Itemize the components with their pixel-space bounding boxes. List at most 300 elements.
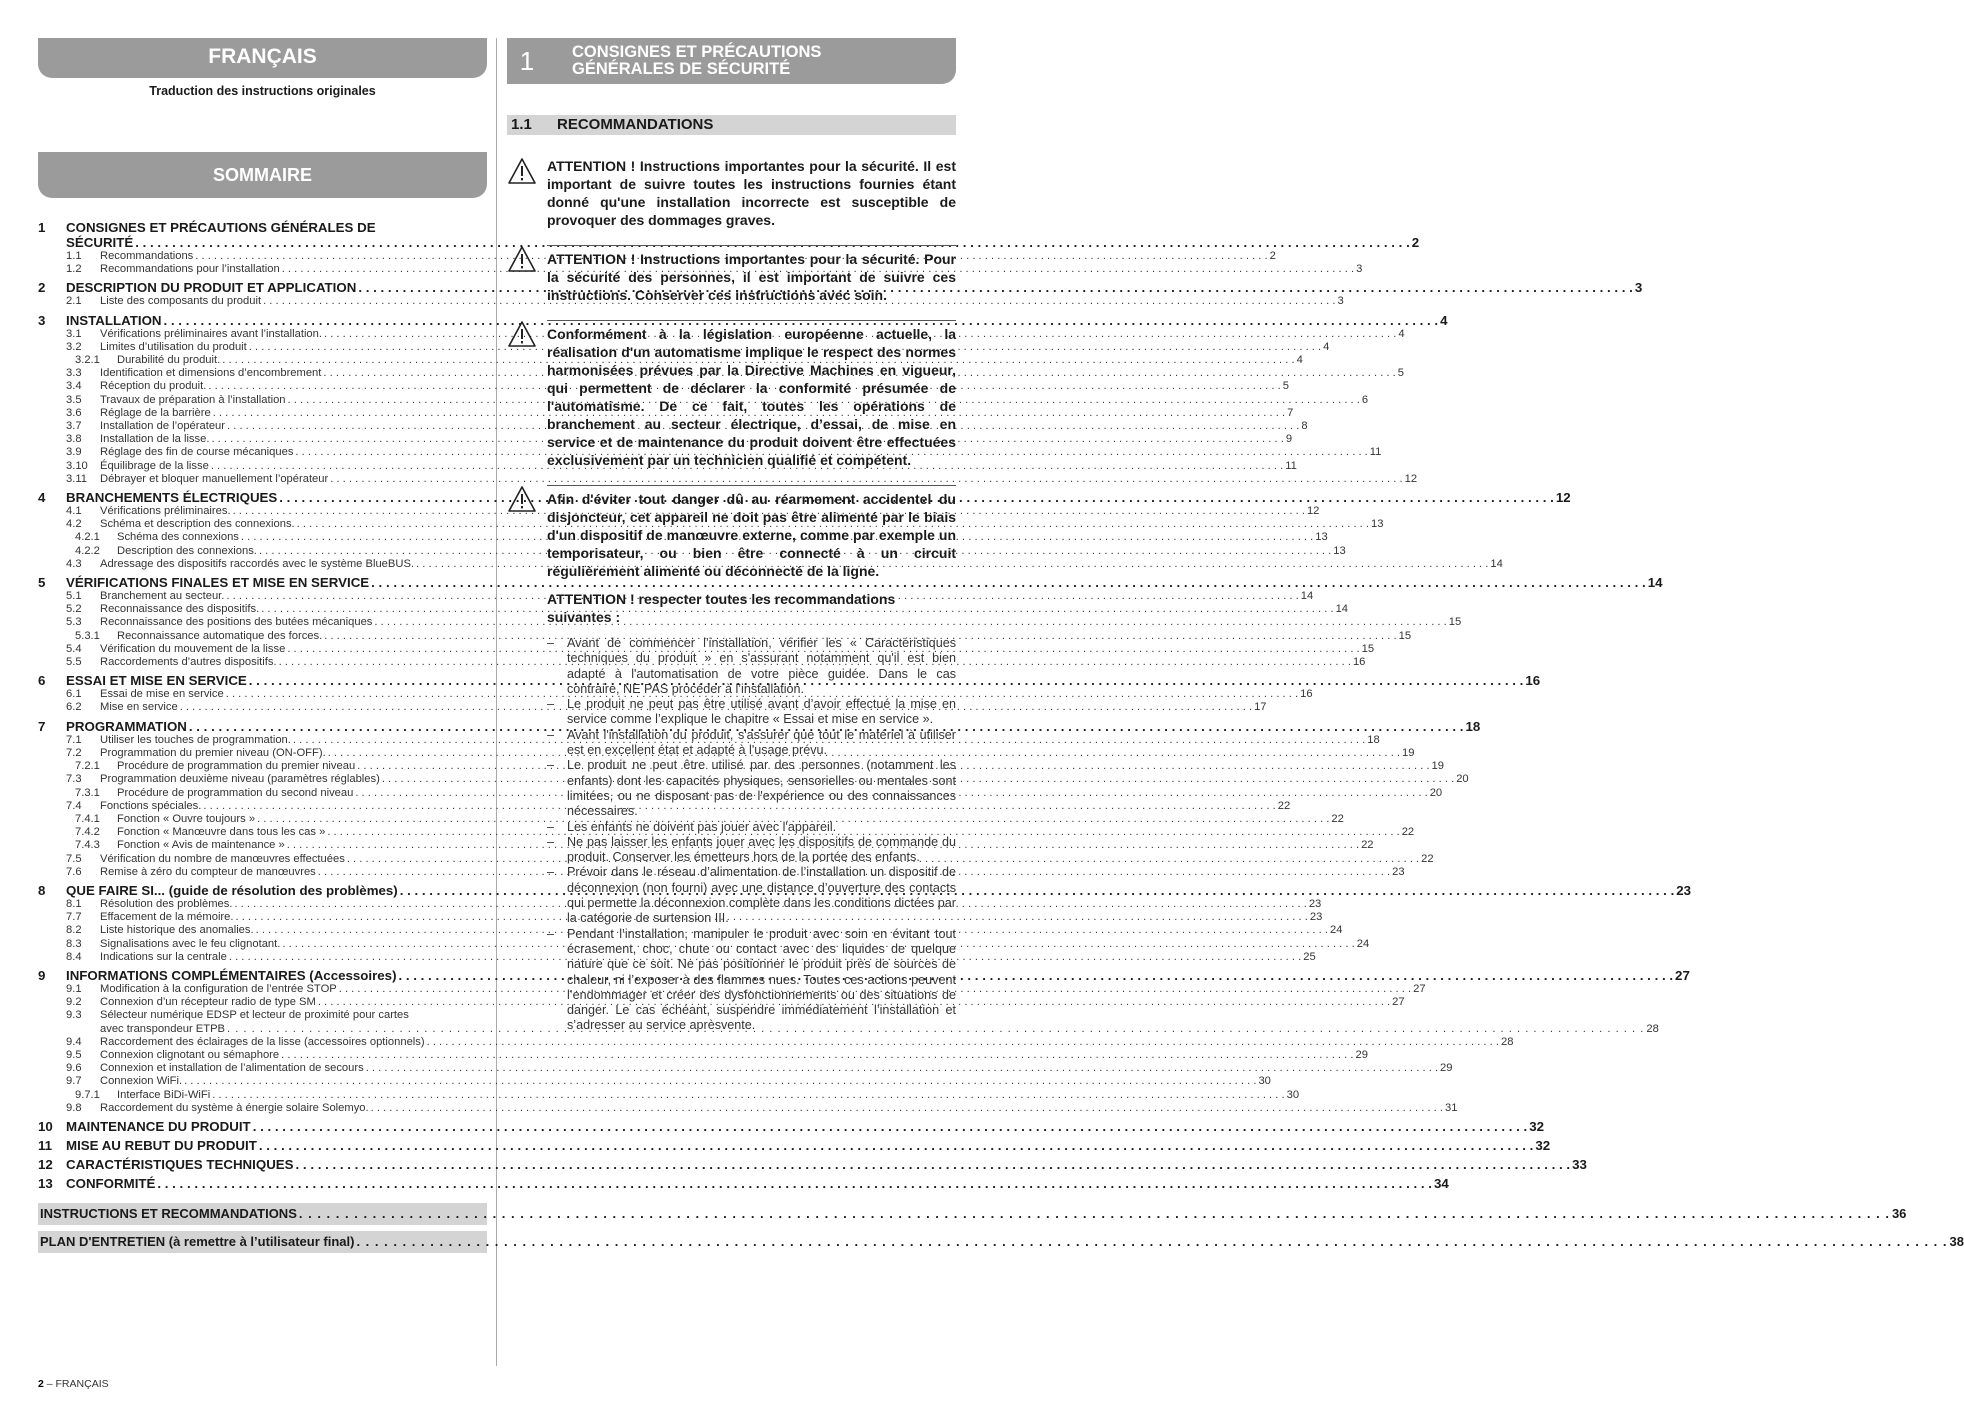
page-ref: 12: [1404, 472, 1418, 485]
toc-chapter-title: [66, 1119, 1544, 1134]
page-ref: 36: [1891, 1205, 1907, 1221]
toc-subsection-body: [100, 616, 1462, 629]
page-ref: 16: [1300, 688, 1313, 701]
page-ref: 8: [1301, 420, 1308, 433]
page-ref: 27: [1675, 967, 1690, 983]
toc-subsection-number: 7.4.1: [75, 812, 100, 825]
toc-subsection-text: Réception du produit.: [100, 380, 207, 393]
toc-subsection-text: Procédure de programmation du premier niveau: [117, 760, 356, 773]
toc-subsection-text: Connexion WiFi.: [100, 1075, 183, 1088]
toc-subsection-body: [100, 327, 1405, 341]
toc-subsection-number: 7.3.1: [75, 786, 100, 799]
page-ref: 19: [1431, 760, 1444, 773]
toc-subsection-number: 7.6: [66, 865, 82, 878]
toc-subsection-entry[interactable]: [38, 629, 1412, 643]
chapter-title: [572, 44, 821, 78]
recommendation-item: – Pendant l’installation, manipuler le produit avec soin en évitant tout écrasement, choc, chute ou contact avec des liquides de quelque nature que ce soit. Ne pas positionner le produit près de sources de chaleur, ni l’exposer à des flammes nues. Toutes ces actions peuvent l’endommager et créer des dysfonctionnements ou des situations de danger. Le cas échéant, suspendre immédiatement l’installation et s’adresser au service aprèsvente.: [547, 927, 956, 1034]
dot-leader: [296, 1157, 1571, 1172]
toc-chapter-entry[interactable]: [38, 575, 1663, 591]
toc-subsection-body: [100, 656, 1366, 669]
toc-chapter: [38, 1137, 1551, 1153]
warning-triangle-icon: [507, 320, 547, 469]
toc-subsection-body: [100, 295, 1344, 308]
toc-subsection-text: Résolution des problèmes.: [100, 897, 233, 910]
toc-subsection-body: [100, 472, 1418, 486]
toc-chapter-entry[interactable]: [38, 1175, 1449, 1191]
page-ref: 4: [1296, 354, 1303, 367]
toc-subsection-number: 5.3.1: [75, 629, 100, 642]
toc-subsection-body: [117, 629, 1412, 643]
toc-appendix-entry[interactable]: [38, 1231, 1964, 1253]
toc-subsection-text: Effacement de la mémoire.: [100, 911, 234, 924]
toc-subsection-entry[interactable]: [38, 760, 1444, 773]
toc-chapter-entry[interactable]: [38, 220, 1420, 250]
toc-subsection-entry[interactable]: [38, 656, 1366, 669]
toc-subsection-body: [100, 688, 1313, 701]
toc-subsection-text: Fonction « Ouvre toujours »: [117, 812, 256, 825]
toc-subsection-number: 8.1: [66, 897, 82, 910]
toc-subsection-entry[interactable]: [38, 1048, 1368, 1062]
toc-subsection-text: Connexion clignotant ou sémaphore: [100, 1048, 280, 1061]
toc-subsection-entry[interactable]: [38, 531, 1328, 544]
page-ref: 32: [1535, 1137, 1551, 1153]
page-ref: 24: [1356, 937, 1370, 950]
toc-subsection-text: Connexion et installation de l’alimentation de secours: [100, 1062, 364, 1075]
toc-subsection-text: Liste des composants du produit: [100, 295, 262, 308]
toc-subsection-number: 3.7: [66, 420, 82, 433]
toc-subsection-entry[interactable]: [38, 996, 1405, 1009]
toc-subsection-entry[interactable]: [38, 642, 1375, 656]
toc-subsection-text: Raccordement du système à énergie solaire Solemyo.: [100, 1101, 369, 1114]
toc-subsection-body: [100, 773, 1469, 786]
toc-subsection-entry[interactable]: [38, 799, 1291, 813]
toc-subsection-body: [100, 367, 1404, 380]
toc-subsection-text: Branchement au secteur.: [100, 590, 225, 603]
toc-subsection-body: [100, 590, 1314, 603]
toc-subsection-entry[interactable]: [38, 852, 1434, 866]
toc-subsection-number: 7.1: [66, 733, 82, 746]
recommendation-item: – Avant l'installation du produit, s'assurer que tout le matériel à utiliser est en excellent état et adapté à l'usage prévu.: [547, 728, 956, 759]
toc-subsection-entry[interactable]: [38, 250, 1276, 263]
page-ref: 34: [1433, 1175, 1449, 1191]
toc-subsection-body: [100, 1075, 1271, 1088]
toc-chapter-number: 7: [38, 718, 46, 734]
toc-chapter-number: 10: [38, 1118, 53, 1134]
page-ref: 17: [1254, 701, 1267, 714]
toc-subsection-text: Limites d’utilisation du produit: [100, 340, 247, 353]
toc-subsection-number: 3.10: [66, 459, 88, 472]
toc-subsection-text: Programmation du premier niveau (ON-OFF).: [100, 746, 326, 759]
toc-chapter-number: 3: [38, 312, 46, 328]
toc-chapter-number: 8: [38, 882, 46, 898]
page-ref: 18: [1367, 733, 1380, 746]
toc-subsection-number: 6.2: [66, 701, 82, 714]
toc-subsection-entry[interactable]: [38, 1101, 1458, 1115]
toc-subsection-entry[interactable]: [38, 544, 1346, 558]
toc-subsection-body: [100, 733, 1380, 747]
toc-subsection-text: Modification à la configuration de l’entrée STOP: [100, 982, 337, 995]
chapter-number: 1: [519, 45, 535, 76]
toc-subsection-number: 3.11: [66, 472, 87, 485]
toc-subsection-entry[interactable]: [38, 263, 1363, 276]
toc-subsection-body: [100, 518, 1384, 531]
toc-subsection-entry[interactable]: [38, 446, 1382, 459]
toc-subsection-body: [117, 812, 1344, 826]
page-ref: 3: [1356, 263, 1363, 276]
toc-subsection-body: [100, 950, 1316, 964]
toc-subsection-entry[interactable]: [38, 839, 1374, 852]
warning-text: Conformément à la législation européenne actuelle, la réalisation d'un automatisme implique le respect des normes harmonisées prévues par la Directive Machines en vigueur, qui permettent de déclarer la conformité présumée de l'automatisme. De ce fait, toutes les opérations de branchement au secteur électrique, d’essai, de mise en service et de maintenance du produit doivent être effectuées exclusivement par un technicien qualifié et compétent.: [547, 320, 956, 469]
toc-subsection-entry[interactable]: [38, 367, 1404, 380]
toc-subsection-body: [100, 446, 1382, 459]
toc-subsection-entry[interactable]: [38, 616, 1462, 629]
toc-subsection-line: [100, 1022, 1659, 1036]
toc-appendix-entry[interactable]: [38, 1203, 1907, 1225]
toc-subsection-entry[interactable]: [38, 786, 1443, 800]
toc-subsection-entry[interactable]: [38, 982, 1426, 996]
toc-subsection-number: 7.5: [66, 852, 82, 865]
toc-subsection-text: Indications sur la centrale: [100, 950, 227, 963]
warning-block: [507, 245, 956, 304]
toc-appendix-text: INSTRUCTIONS ET RECOMMANDATIONS: [40, 1205, 297, 1221]
page-ref: 11: [1369, 446, 1382, 459]
toc-chapter-entry[interactable]: [38, 882, 1692, 898]
toc-chapter-title-line: [66, 1157, 1587, 1172]
toc-subsection-entry[interactable]: [38, 1009, 1659, 1035]
toc-subsection-entry[interactable]: [38, 1075, 1271, 1088]
toc-subsection-body: [100, 701, 1267, 714]
toc-chapter-number: 1: [38, 220, 46, 235]
toc-subsection-text: Schéma des connexions: [117, 531, 239, 544]
page-ref: 32: [1529, 1118, 1545, 1134]
toc-subsection-entry[interactable]: [38, 865, 1405, 879]
toc-subsection-entry[interactable]: [38, 505, 1320, 518]
recommendation-item: – Prévoir dans le réseau d’alimentation de l’installation un dispositif de déconnexion (non fourni) avec une distance d’ouverture des contacts qui permette la déconnexion complète dans les conditions dictées par la catégorie de surtension III.: [547, 865, 956, 926]
toc-subsection-number: 5.2: [66, 603, 82, 616]
toc-subsection-entry[interactable]: [38, 327, 1405, 341]
toc-subsection-number: 3.3: [66, 367, 82, 380]
toc-chapter-entry[interactable]: [38, 1118, 1545, 1134]
toc-subsection-text: Réglage de la barrière: [100, 406, 211, 419]
page-ref: 14: [1335, 603, 1349, 616]
chapter-title-line-1: CONSIGNES ET PRÉCAUTIONS: [572, 43, 822, 61]
toc-subsection-text: Remise à zéro du compteur de manœuvres: [100, 865, 316, 878]
page-ref: 3: [1337, 295, 1344, 308]
page-ref: 7: [1287, 406, 1294, 419]
toc-chapter-title-text: ESSAI ET MISE EN SERVICE: [66, 673, 247, 689]
page-ref: 22: [1421, 852, 1434, 865]
toc-subsection-body: [100, 897, 1322, 911]
toc-subsection-body: [100, 393, 1369, 407]
toc-subsection-entry[interactable]: [38, 590, 1314, 603]
recommendation-item: – Le produit ne peut être utilisé par des personnes (notamment les enfants) dont les capacités physiques, sensorielles ou mentales sont limitées, ou ne disposant pas de l'expérience ou des connaissances nécessaires.: [547, 758, 956, 819]
dot-leader: [371, 1102, 1443, 1115]
toc-subsection-text: Description des connexions.: [117, 544, 257, 557]
toc-subsection-number: 9.4: [66, 1035, 82, 1048]
toc-chapter-number: 4: [38, 490, 46, 506]
toc-subsection-body: [100, 1048, 1368, 1062]
page-ref: 22: [1361, 839, 1374, 852]
toc-subsection-body: [100, 924, 1343, 937]
toc-subsection-entry[interactable]: [38, 812, 1344, 826]
toc-appendix-text: PLAN D'ENTRETIEN (à remettre à l’utilisateur final): [40, 1233, 355, 1249]
toc-subsection-number: 3.5: [66, 393, 82, 406]
toc-subsection-number: 7.2: [66, 746, 82, 759]
page-ref: 30: [1286, 1088, 1300, 1101]
toc-chapter-entry[interactable]: [38, 490, 1571, 506]
toc-subsection-number: 1.1: [66, 250, 82, 262]
toc-subsection-number: 9.5: [66, 1048, 82, 1061]
toc-subsection-entry[interactable]: [38, 773, 1469, 786]
toc-subsection-text: Mise en service: [100, 701, 178, 714]
toc-subsection-entry[interactable]: [38, 295, 1344, 308]
section-number: 1.1: [511, 116, 532, 133]
warning-text: Afin d'éviter tout danger dû au réarmement accidentel du disjoncteur, cet appareil ne doit pas être alimenté par le biais d'un dispositif de manœuvre externe, comme par exemple un temporisateur, ou bien être connecté à un circuit régulièrement alimenté ou déconnecté de la ligne.: [547, 485, 956, 580]
toc-chapter: [38, 1175, 1449, 1191]
page-ref: 9: [1285, 433, 1293, 446]
toc-subsection-entry[interactable]: [38, 733, 1380, 747]
toc-subsection-number: 8.4: [66, 950, 82, 963]
toc-subsection-body: [117, 354, 1303, 367]
toc-subsection-number: 4.2.1: [75, 531, 100, 544]
toc-subsection-number: 4.3: [66, 557, 82, 570]
page-ref: 20: [1456, 773, 1469, 786]
toc-subsection-entry[interactable]: [38, 433, 1293, 446]
toc-subsection-text: Programmation deuxième niveau (paramètres réglables): [100, 773, 380, 786]
toc-subsection-number: 3.8: [66, 433, 82, 446]
toc-subsection-number: 7.3: [66, 773, 82, 786]
dot-leader: [299, 1203, 1890, 1225]
toc-chapter-title-text: PROGRAMMATION: [66, 718, 187, 734]
toc-subsection-entry[interactable]: [38, 688, 1313, 701]
toc-subsection-number: 9.7.1: [75, 1088, 100, 1101]
toc-chapter-number: 11: [38, 1137, 53, 1153]
toc-subsection-text: Installation de la lisse.: [100, 433, 210, 446]
toc-chapter-title-line: CONSIGNES ET PRÉCAUTIONS GÉNÉRALES DE: [66, 220, 376, 235]
toc-subsection-entry[interactable]: [38, 950, 1316, 964]
page-ref: 22: [1277, 799, 1291, 812]
page-ref: 12: [1555, 490, 1571, 506]
chapter-header: [507, 38, 956, 84]
toc-subsection-body: [100, 1035, 1514, 1049]
toc-subsection-body: [100, 433, 1293, 446]
page-ref: 4: [1323, 340, 1330, 353]
toc-subsection-entry[interactable]: [38, 393, 1369, 407]
toc-subsection-text: Reconnaissance des positions des butées mécaniques: [100, 616, 373, 629]
toc-subsection-entry[interactable]: [38, 459, 1297, 473]
page-ref: 11: [1285, 459, 1297, 472]
toc-subsection-number: 7.4.3: [75, 839, 100, 852]
toc-subsection-number: 3.2: [66, 340, 82, 353]
toc-chapter-entry[interactable]: [38, 673, 1541, 689]
toc-chapter-title-text: SÉCURITÉ: [66, 235, 134, 250]
toc-chapter-title-text: CONFORMITÉ: [66, 1175, 156, 1191]
toc-chapter-number: 6: [38, 673, 46, 689]
toc-subsection-entry[interactable]: [38, 1035, 1514, 1049]
toc-subsection-number: 5.3: [66, 616, 82, 629]
warning-text: ATTENTION ! Instructions importantes pour la sécurité. Pour la sécurité des personnes, il est important de suivre ces instructions. Conserver ces instructions avec soin.: [547, 245, 956, 304]
toc-chapter-title-text: BRANCHEMENTS ÉLECTRIQUES: [66, 490, 278, 506]
toc-subsection-number: 8.2: [66, 924, 82, 937]
toc-subsection-text: Fonction « Manœuvre dans tous les cas »: [117, 826, 326, 839]
page-ref: 14: [1300, 590, 1314, 603]
dot-leader: [281, 1049, 1353, 1062]
toc-chapter-entry[interactable]: [38, 718, 1481, 734]
toc-subsection-number: 9.7: [66, 1075, 82, 1088]
toc-subsection-body: [100, 746, 1415, 760]
toc-subsection-number: 5.5: [66, 656, 82, 669]
toc-subsection-text: Liste historique des anomalies.: [100, 924, 254, 937]
toc-subsection-number: 3.9: [66, 446, 82, 459]
page-ref: 25: [1303, 950, 1316, 963]
recommendation-item: – Le produit ne peut pas être utilisé avant d’avoir effectué la mise en service comme l’explique le chapitre « Essai et mise en service ».: [547, 697, 956, 728]
toc-subsection-body: [100, 996, 1405, 1009]
toc-subsection-entry[interactable]: [38, 746, 1415, 760]
toc-subsection-text: Durabilité du produit.: [117, 354, 221, 367]
toc-chapter-title-text: VÉRIFICATIONS FINALES ET MISE EN SERVICE: [66, 575, 370, 591]
toc-subsection-number: 8.3: [66, 937, 82, 950]
toc-subsection-entry[interactable]: [38, 380, 1289, 393]
toc-subsection-text: Vérification du mouvement de la lisse: [100, 642, 286, 655]
toc-subsection-text: Utiliser les touches de programmation.: [100, 733, 291, 746]
toc-subsection-text: Recommandations: [100, 250, 194, 262]
warning-triangle-icon: [507, 485, 547, 580]
toc-subsection-text: Vérifications préliminaires.: [100, 505, 231, 518]
page-ref: 29: [1440, 1062, 1453, 1075]
toc-chapter-number: 13: [38, 1175, 53, 1191]
page-ref: 29: [1355, 1048, 1368, 1061]
toc-subsection-body: [100, 911, 1323, 924]
toc-subsection-entry[interactable]: [38, 420, 1308, 433]
toc-chapter-entry[interactable]: [38, 967, 1690, 983]
toc-subsection-text: Fonction « Avis de maintenance »: [117, 839, 285, 852]
warning-block: [507, 320, 956, 469]
toc-subsection-text: Identification et dimensions d’encombrement: [100, 367, 322, 380]
toc-subsection-text: Procédure de programmation du second niveau: [117, 786, 354, 799]
warning-block: [507, 485, 956, 580]
toc-chapter-title-line: [66, 1138, 1550, 1153]
toc-subsection-body: [117, 531, 1328, 544]
toc-subsection-text: Reconnaissance automatique des forces.: [117, 629, 323, 642]
toc-subsection-entry[interactable]: [38, 557, 1503, 571]
toc-subsection-body: [117, 544, 1346, 558]
page-ref: 20: [1429, 786, 1443, 799]
page-ref: 24: [1329, 924, 1343, 937]
toc-subsection-number: 9.3: [66, 1009, 82, 1022]
dot-leader: [253, 1119, 1528, 1134]
toc-subsection-entry[interactable]: [38, 897, 1322, 911]
toc-heading: SOMMAIRE: [38, 152, 487, 198]
toc-subsection-entry[interactable]: [38, 354, 1303, 367]
recommendation-item: – Avant de commencer l’installation, vérifier les « Caractéristiques techniques du produit » en s'assurant notamment qu'il est bien adapté à l'automatisation de votre pièce guidée. Dans le cas contraire, NE PAS procéder à l’installation.: [547, 636, 956, 697]
toc-subsection-number: 4.2: [66, 518, 82, 531]
page-ref: 3: [1634, 280, 1643, 296]
page-ref: 5: [1282, 380, 1289, 393]
toc-subsection-entry[interactable]: [38, 406, 1294, 420]
toc-subsection-number: 2.1: [66, 295, 82, 308]
subtitle: Traduction des instructions originales: [149, 84, 376, 98]
toc-chapter-number: 5: [38, 575, 46, 591]
page-ref: 30: [1258, 1075, 1271, 1088]
toc-subsection-body: [100, 557, 1503, 571]
page-ref: 38: [1949, 1233, 1964, 1249]
toc-subsection-text: Interface BiDi-WiFi: [117, 1088, 211, 1101]
toc-subsection-body: [100, 865, 1405, 879]
page-ref: 18: [1465, 718, 1481, 734]
warning-triangle-icon: [507, 245, 547, 304]
toc-subsection-entry[interactable]: [38, 518, 1384, 531]
page-ref: 15: [1361, 642, 1375, 655]
toc-subsection-number: 5.1: [66, 590, 82, 603]
page-ref: 33: [1572, 1156, 1587, 1172]
toc-subsection-entry[interactable]: [38, 1088, 1300, 1102]
toc-subsection-body: [100, 603, 1349, 616]
toc-subsection-number: 3.1: [66, 327, 82, 340]
page-ref: 14: [1490, 557, 1503, 570]
toc-subsection-entry[interactable]: [38, 603, 1349, 616]
page-ref: 16: [1525, 673, 1541, 689]
warnings-list: [507, 157, 956, 580]
page-ref: 23: [1308, 897, 1322, 910]
page-ref: 13: [1333, 544, 1346, 557]
toc-subsection-entry[interactable]: [38, 472, 1418, 486]
warning-triangle-icon: [507, 157, 547, 229]
toc-subsection-body: [100, 406, 1294, 420]
toc-chapter-number: 2: [38, 280, 46, 296]
toc-subsection-number: 7.4: [66, 799, 82, 812]
toc-subsection-entry[interactable]: [38, 340, 1330, 354]
toc-subsection-entry[interactable]: [38, 1062, 1453, 1075]
toc-subsection-entry[interactable]: [38, 937, 1370, 951]
page-ref: 27: [1392, 996, 1405, 1009]
toc-chapter-title-text: MISE AU REBUT DU PRODUIT: [66, 1137, 257, 1153]
toc-subsection-body: [100, 937, 1370, 951]
toc-subsection-text: avec transpondeur ETPB: [100, 1022, 225, 1035]
toc-bands: [38, 1203, 1964, 1253]
page-ref: 31: [1445, 1101, 1458, 1114]
dot-leader: [366, 1062, 1438, 1075]
toc-subsection-entry[interactable]: [38, 701, 1267, 714]
language-title: FRANÇAIS: [38, 38, 487, 78]
toc-subsection-entry[interactable]: [38, 924, 1343, 937]
dot-leader: [427, 1036, 1499, 1049]
toc-chapter-entry[interactable]: [38, 312, 1448, 328]
page-ref: 15: [1398, 629, 1412, 642]
toc-subsection-text: Schéma et description des connexions.: [100, 518, 295, 531]
toc-chapter-entry[interactable]: [38, 1137, 1551, 1153]
toc-chapter-title: [66, 1157, 1587, 1172]
toc-chapter-entry[interactable]: [38, 1156, 1587, 1172]
toc-subsection-entry[interactable]: [38, 911, 1323, 924]
section-title: RECOMMANDATIONS: [557, 116, 714, 133]
dot-leader: [184, 1075, 1256, 1088]
toc-subsection-text: Connexion d’un récepteur radio de type SM: [100, 996, 316, 1009]
toc-subsection-number: 7.4.2: [75, 826, 100, 839]
toc-subsection-number: 9.2: [66, 996, 82, 1009]
toc-subsection-body: [100, 505, 1320, 518]
toc-subsection-text: Sélecteur numérique EDSP et lecteur de proximité pour cartes: [100, 1009, 409, 1022]
page-ref: 22: [1331, 812, 1344, 825]
toc-subsection-text: Débrayer et bloquer manuellement l’opérateur: [100, 472, 329, 485]
page-ref: 27: [1413, 982, 1426, 995]
toc-chapter-entry[interactable]: [38, 280, 1643, 296]
toc-subsection-body: [117, 786, 1443, 800]
toc-subsection-body: [100, 420, 1308, 433]
toc-chapter: [38, 220, 1420, 276]
toc-subsection-text: Signalisations avec le feu clignotant.: [100, 937, 281, 950]
toc-subsection-number: 6.1: [66, 688, 82, 701]
page-ref: 28: [1646, 1022, 1659, 1035]
